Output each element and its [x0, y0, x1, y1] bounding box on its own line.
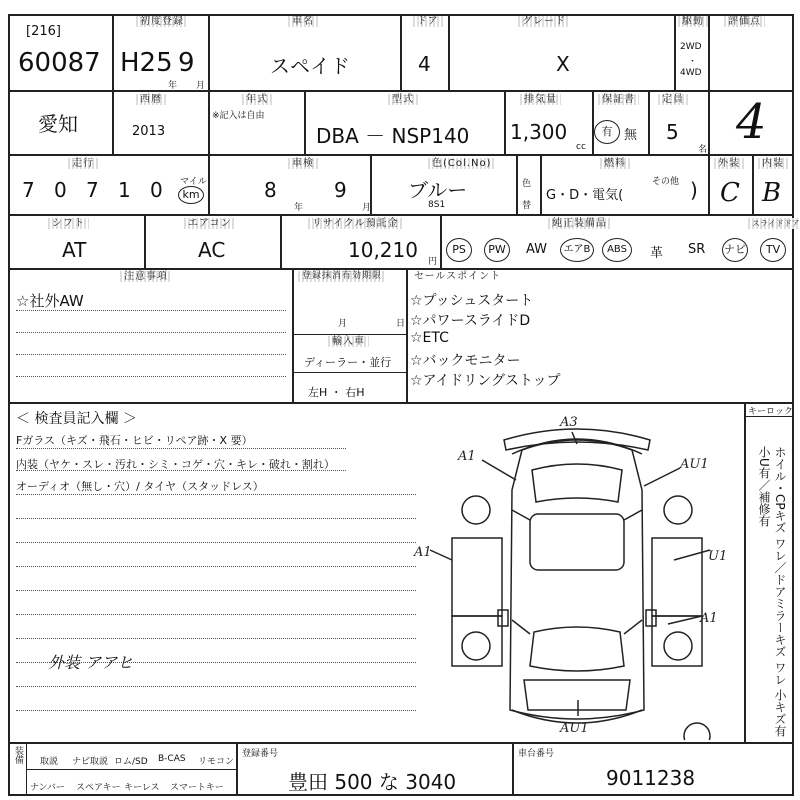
hdr-fuel: 燃料	[600, 158, 630, 169]
reg-month: 9	[178, 48, 195, 78]
drive-4wd: 4WD	[680, 68, 702, 78]
nenshiki-note: ※記入は自由	[212, 111, 265, 121]
footer-item: キーレス	[124, 783, 160, 793]
color: ブルー	[408, 178, 468, 202]
hdr-first-reg: 初度登録	[136, 16, 188, 27]
sales-point: ☆プッシュスタート	[410, 293, 534, 309]
plate-number: 豊田 500 な 3040	[288, 770, 457, 794]
model-name: スペイド	[270, 54, 350, 78]
footer-item: スペアキー	[76, 783, 121, 793]
auction-sheet	[8, 14, 800, 796]
hdr-shift: シフト	[48, 218, 89, 229]
prefecture: 愛知	[38, 112, 78, 136]
footer-label: 装備	[13, 746, 23, 764]
mileage-digit: 1	[118, 178, 131, 202]
hdr-caution: 注意事項	[120, 271, 172, 282]
hdr-recycle: リサイクル預託金	[308, 218, 403, 229]
model-code: DBA － NSP140	[316, 124, 470, 148]
damage-mark: AU1	[560, 721, 589, 736]
hdr-shiki: 型式	[388, 94, 418, 105]
footer-item: ナビ取説	[72, 757, 109, 767]
mileage-digit: 0	[54, 178, 67, 202]
mileage-unit-mile: マイル	[180, 177, 207, 187]
year-unit: 年	[168, 81, 178, 91]
footer-item: 取説	[40, 757, 59, 767]
drive-2wd: 2WD	[680, 42, 702, 52]
warranty-no: 無	[624, 128, 638, 143]
grade: X	[556, 52, 570, 76]
equip-tv: TV	[760, 238, 786, 262]
hdr-mileage: 走行	[68, 158, 98, 169]
steering-side: 左H ・ 右H	[308, 386, 365, 399]
equip-airbag: エアB	[560, 238, 594, 262]
inspector-line-interior: 内装（ヤケ・スレ・汚れ・シミ・コゲ・穴・キレ・破れ・割れ）	[16, 458, 335, 471]
footer-item: B-CAS	[158, 754, 186, 764]
cc-unit: cc	[576, 142, 586, 152]
equip-ps: PS	[446, 238, 472, 262]
hdr-drive: 駆動	[678, 16, 708, 27]
side-vertical-note: ホイル・CPキズ ワレ／ドアミラーキズ ワレ 小キズ有 小U有／補修有	[757, 446, 787, 738]
interior-grade: B	[762, 178, 782, 208]
equip-sunroof: SR	[688, 242, 706, 257]
mileage-unit-km: km	[178, 186, 204, 204]
hdr-western: 西暦	[136, 94, 166, 105]
damage-mark: A1	[414, 545, 432, 560]
damage-mark: A3	[560, 415, 578, 430]
hdr-ac: エアコン	[184, 218, 236, 229]
lot-number: 60087	[18, 48, 101, 78]
expiry-day: 日	[396, 319, 406, 329]
recycle: 10,210	[348, 238, 418, 262]
inspection-month: 9	[334, 178, 347, 202]
hdr-color: 色(Col.No)	[428, 158, 495, 169]
fuel-close: )	[690, 178, 698, 202]
footer-item: リモコン	[198, 757, 235, 767]
shift: AT	[62, 238, 87, 262]
drive-dot: ・	[688, 57, 698, 67]
capacity-unit: 名	[698, 145, 708, 155]
footer-item: ロム/SD	[114, 757, 148, 767]
fuel-other: その他	[652, 177, 680, 187]
chassis-number: 9011238	[606, 766, 696, 790]
mileage-digit: 7	[86, 178, 99, 202]
footer-item: ナンバー	[30, 783, 65, 793]
hdr-grade: グレード	[518, 16, 570, 27]
expiry-month: 月	[338, 319, 348, 329]
damage-mark: AU1	[680, 457, 709, 472]
car-diagram	[412, 410, 742, 740]
hdr-doors: ドア	[413, 16, 443, 27]
lot-code: [216]	[26, 24, 61, 39]
hdr-import: 輸入車	[328, 336, 369, 347]
color-change-bottom: 替	[522, 201, 532, 211]
hdr-sales: セールスポイント	[414, 271, 502, 282]
import-dealer: ディーラー・並行	[304, 356, 392, 369]
inspection-year: 8	[264, 178, 277, 202]
hdr-plate: 登録番号	[242, 749, 279, 759]
hdr-nenshiki: 年式	[242, 94, 272, 105]
hdr-model: 車名	[288, 16, 318, 27]
hdr-exterior: 外装	[714, 158, 744, 169]
hdr-inspection: 車検	[288, 158, 318, 169]
month-unit: 月	[196, 81, 206, 91]
color-code: 8S1	[428, 200, 446, 210]
damage-mark: A1	[458, 449, 476, 464]
equip-navi: ナビ	[722, 238, 748, 262]
equip-aw: AW	[526, 242, 548, 257]
mileage-digit: 7	[22, 178, 35, 202]
sales-point: ☆バックモニター	[410, 353, 521, 369]
footer-item: スマートキー	[170, 783, 224, 793]
inspector-line-audio: オーディオ（無し・穴）/ タイヤ（スタッドレス）	[16, 480, 264, 493]
capacity: 5	[666, 120, 679, 144]
hdr-warranty: 保証書	[598, 94, 639, 105]
hdr-keylock: キーロック	[748, 407, 793, 417]
hdr-slide-door: スライドドア	[748, 218, 800, 229]
displacement: 1,300	[510, 120, 568, 144]
equip-leather: 革	[650, 246, 664, 261]
border-left	[8, 14, 10, 796]
hdr-chassis: 車台番号	[518, 749, 555, 759]
exterior-grade: C	[720, 178, 740, 208]
hdr-interior: 内装	[758, 158, 788, 169]
sales-point: ☆アイドリングストップ	[410, 373, 561, 389]
ac: AC	[198, 238, 226, 262]
sales-point: ☆ETC	[410, 330, 449, 346]
handwritten-note: 外装 アアヒ	[48, 653, 134, 672]
damage-mark: A1	[700, 611, 718, 626]
color-change-top: 色	[522, 179, 532, 189]
inspector-title: ＜ 検査員記入欄 ＞	[16, 411, 137, 427]
fuel-options: G・D・電気(	[546, 188, 624, 203]
doors: 4	[418, 52, 431, 76]
caution-item: ☆社外AW	[16, 292, 84, 310]
damage-mark: U1	[708, 549, 728, 564]
equip-pw: PW	[484, 238, 510, 262]
equip-abs: ABS	[602, 238, 632, 262]
yen-unit: 円	[428, 257, 438, 267]
hdr-score: 評価点	[724, 16, 765, 27]
year-unit: 年	[294, 203, 304, 213]
sales-point: ☆パワースライドD	[410, 313, 531, 329]
month-unit: 月	[362, 203, 372, 213]
score-value: 4	[736, 94, 767, 150]
hdr-reg-expiry: 登録抹消有効期限	[298, 271, 386, 282]
reg-year: H25	[120, 48, 173, 78]
warranty-yes: 有	[594, 120, 620, 144]
inspector-line-glass: Fガラス（キズ・飛石・ヒビ・リペア跡・X 要）	[16, 434, 253, 447]
hdr-equipment: 純正装備品	[548, 218, 611, 229]
mileage-digit: 0	[150, 178, 163, 202]
hdr-displacement: 排気量	[520, 94, 561, 105]
hdr-capacity: 定員	[658, 94, 688, 105]
western-year: 2013	[132, 124, 166, 139]
